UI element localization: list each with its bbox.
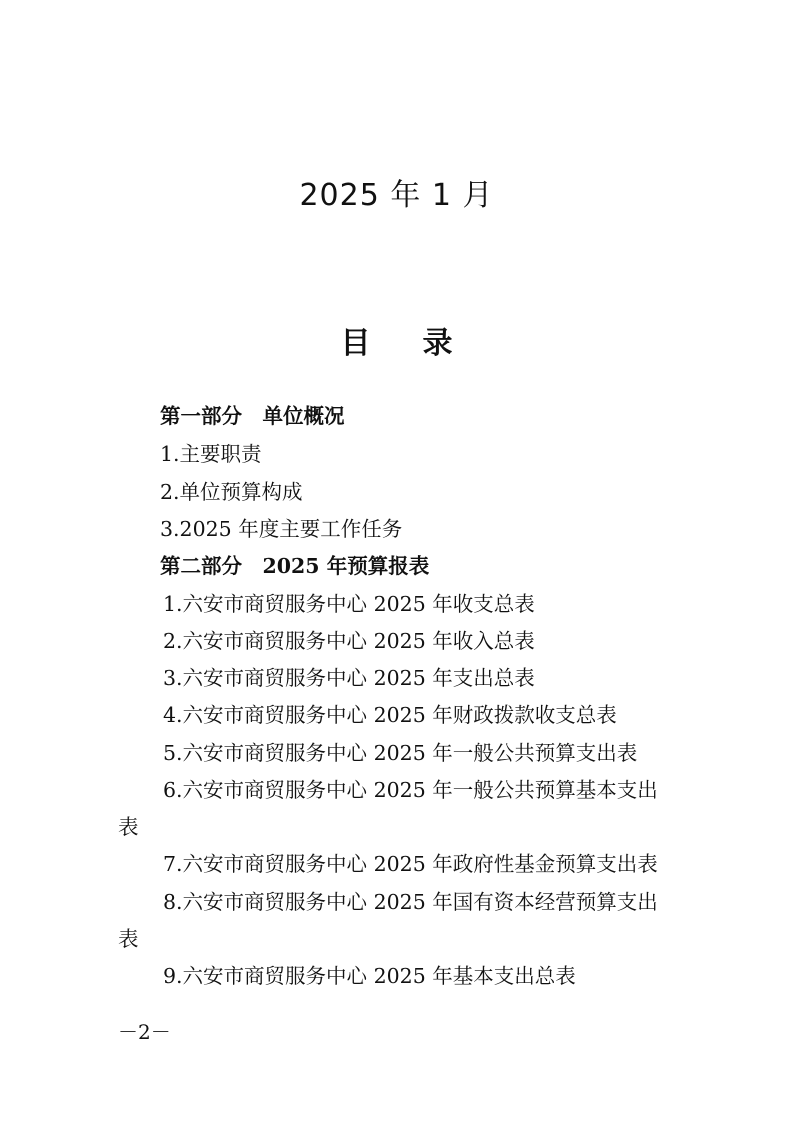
toc-part1-heading: 第一部分 单位概况: [160, 404, 345, 428]
toc-item: 5.六安市商贸服务中心 2025 年一般公共预算支出表: [163, 741, 638, 765]
toc-item-continuation: 表: [118, 815, 139, 839]
toc-item: 3.2025 年度主要工作任务: [160, 517, 403, 541]
toc-item: 4.六安市商贸服务中心 2025 年财政拨款收支总表: [163, 703, 617, 727]
toc-item: 2.六安市商贸服务中心 2025 年收入总表: [163, 629, 535, 653]
toc-item: 1.六安市商贸服务中心 2025 年收支总表: [163, 592, 535, 616]
toc-item-continuation: 表: [118, 927, 139, 951]
toc-title-char-2: 录: [422, 326, 453, 361]
toc-title-char-1: 目: [340, 326, 371, 361]
date-line: 2025 年 1 月: [299, 178, 494, 213]
toc-title: [0, 318, 793, 362]
page-number: －2－: [118, 1020, 171, 1044]
toc-item: 9.六安市商贸服务中心 2025 年基本支出总表: [163, 964, 576, 988]
toc-item: 7.六安市商贸服务中心 2025 年政府性基金预算支出表: [163, 852, 658, 876]
toc-item: 2.单位预算构成: [160, 480, 303, 504]
toc-item: 6.六安市商贸服务中心 2025 年一般公共预算基本支出: [163, 778, 658, 802]
toc-item: 8.六安市商贸服务中心 2025 年国有资本经营预算支出: [163, 890, 658, 914]
toc-item: 1.主要职责: [160, 442, 262, 466]
toc-part2-heading: 第二部分 2025 年预算报表: [160, 554, 430, 578]
toc-item: 3.六安市商贸服务中心 2025 年支出总表: [163, 666, 535, 690]
